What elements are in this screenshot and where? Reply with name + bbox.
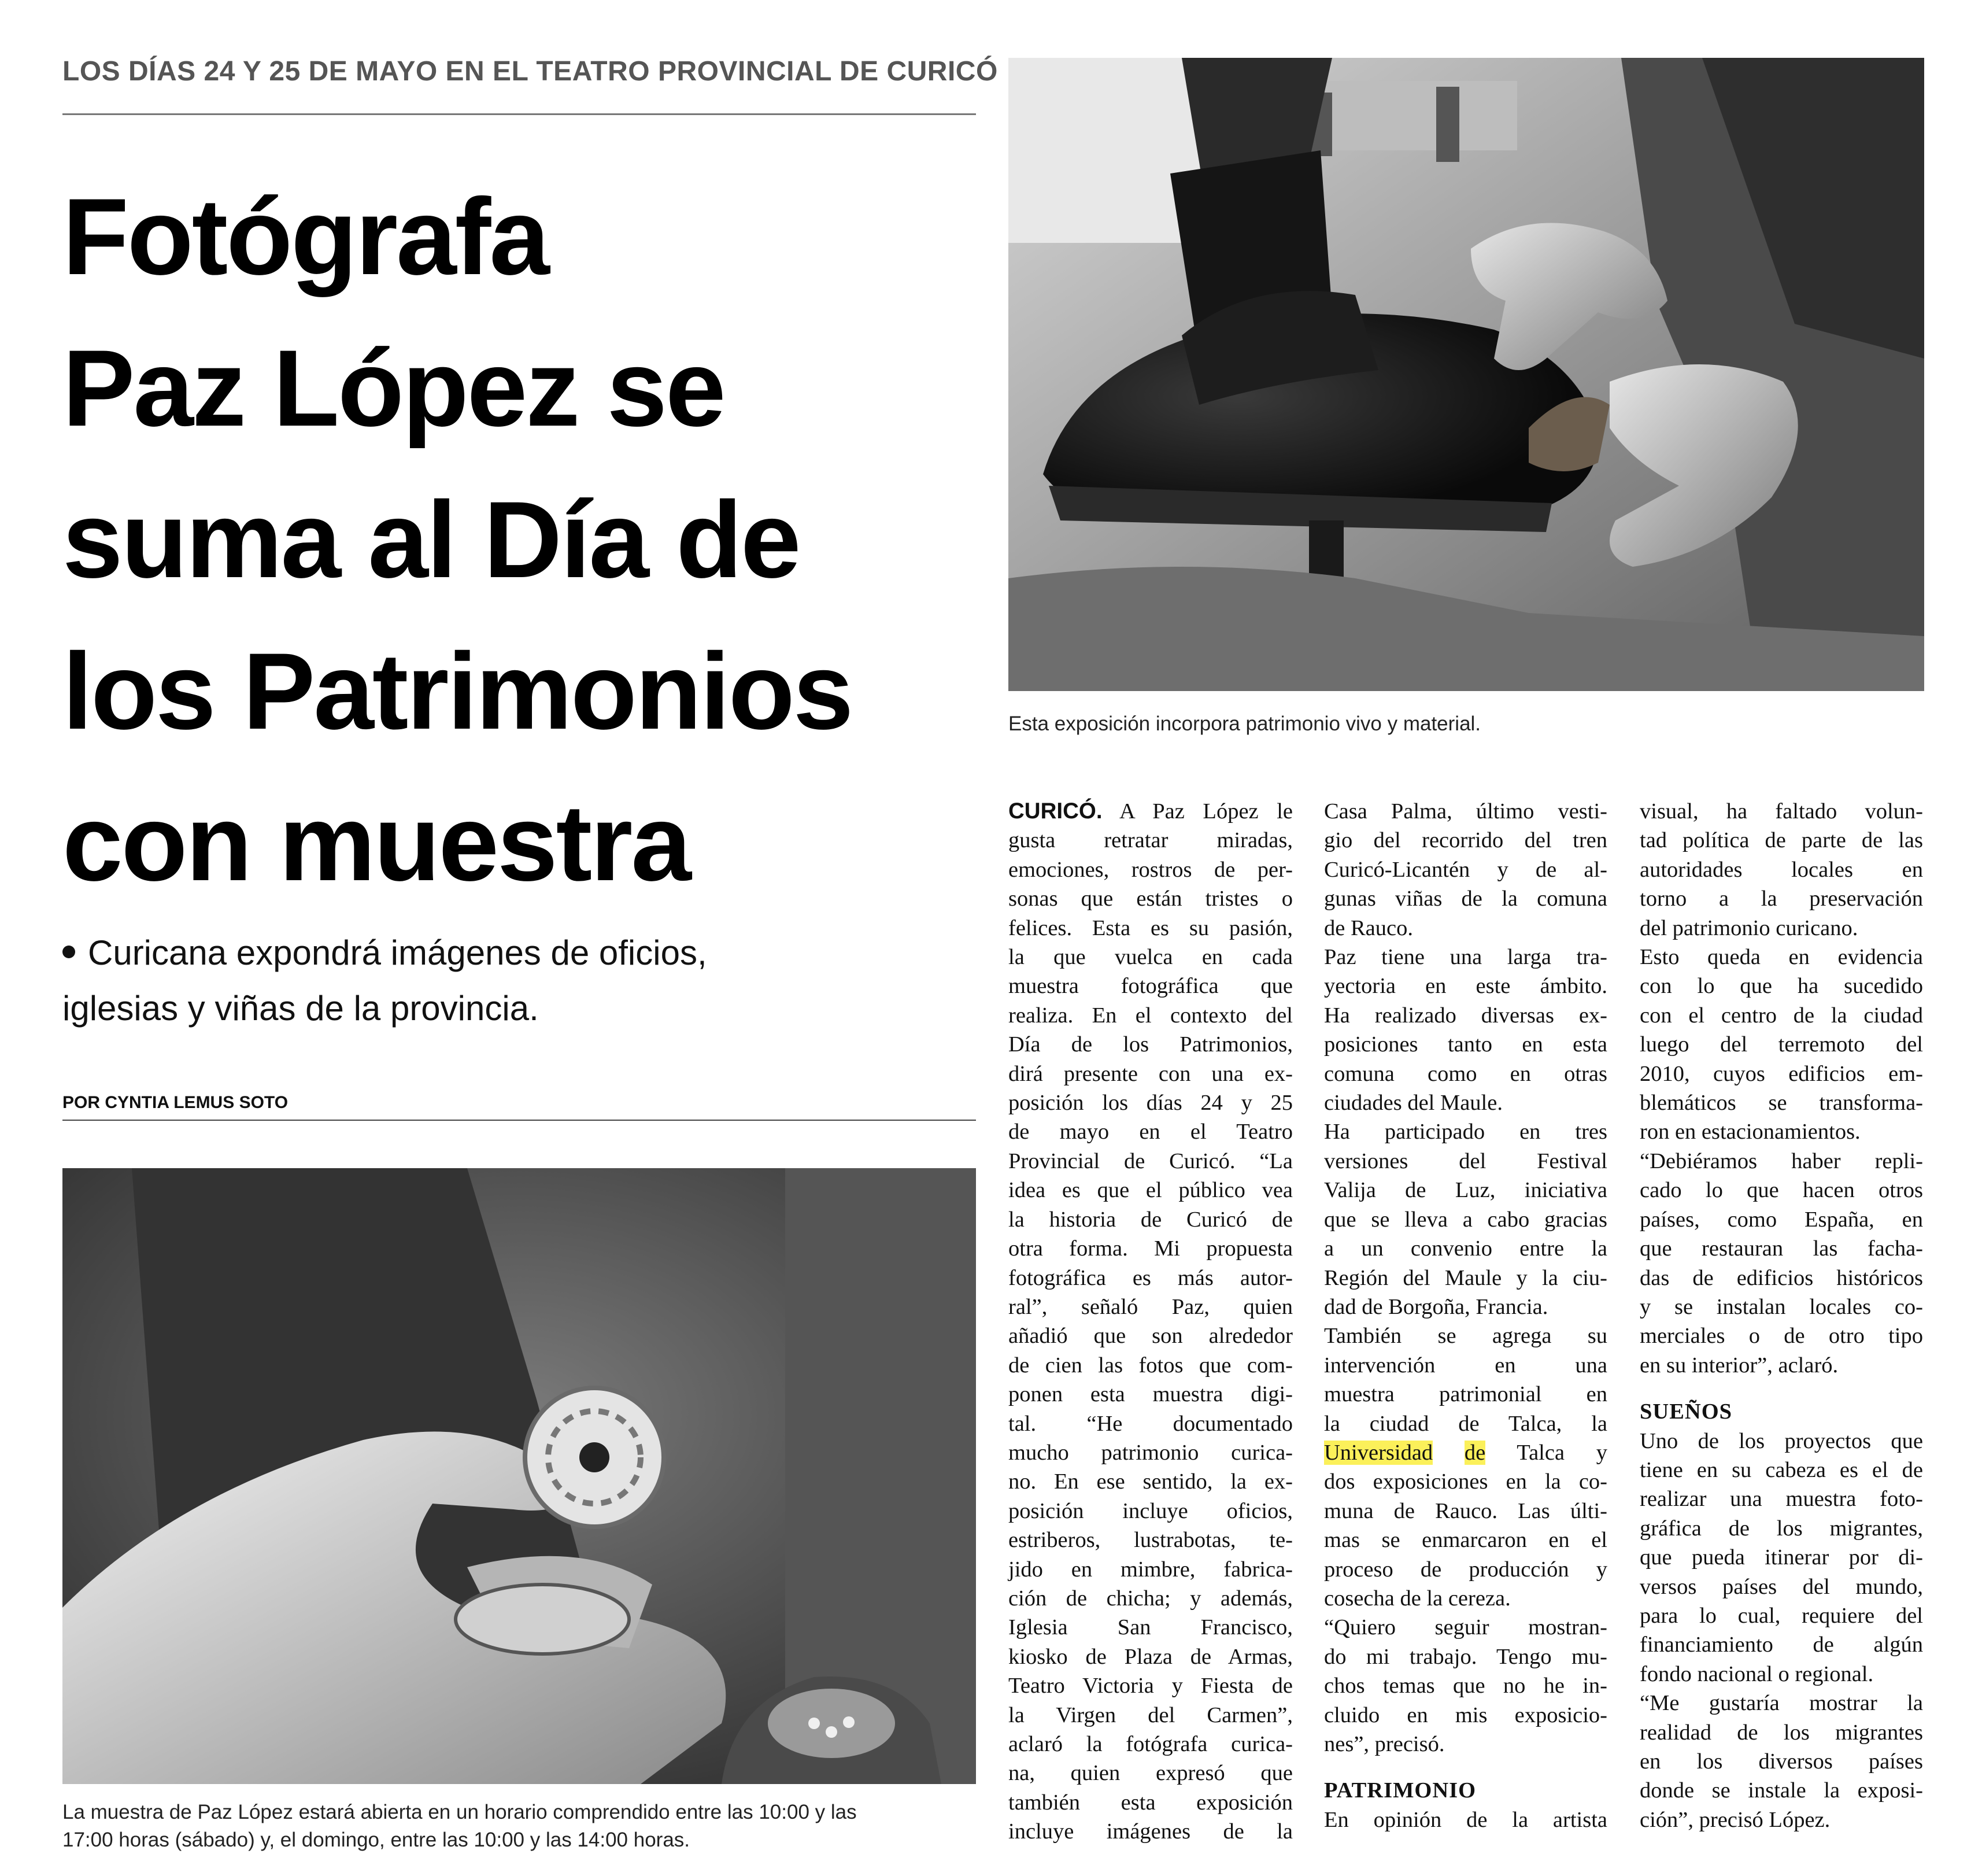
- article-line: la ciudad de Talca, la: [1324, 1411, 1607, 1436]
- article-line: Casa Palma, último vesti-: [1324, 799, 1607, 823]
- article-line: chos temas que no he in-: [1324, 1674, 1607, 1698]
- byline: POR CYNTIA LEMUS SOTO: [62, 1093, 289, 1112]
- article-line: versiones del Festival: [1324, 1149, 1607, 1173]
- article-line: sonas que están tristes o: [1008, 887, 1293, 911]
- article-line: jido en mimbre, fabrica-: [1008, 1557, 1293, 1582]
- article-line: tiene en su cabeza es el de: [1640, 1457, 1923, 1482]
- bullet-icon: [62, 946, 75, 958]
- article-line: Teatro Victoria y Fiesta de: [1008, 1674, 1293, 1698]
- article-line: merciales o de otro tipo: [1640, 1324, 1923, 1349]
- article-line: donde se instale la exposi-: [1640, 1778, 1923, 1803]
- article-line: del patrimonio curicano.: [1640, 915, 1858, 940]
- article-line: ciudades del Maule.: [1324, 1091, 1503, 1116]
- dateline: CURICÓ.: [1008, 799, 1103, 823]
- article-line: “Quiero seguir mostran-: [1324, 1615, 1607, 1640]
- article-line: autoridades locales en: [1640, 857, 1923, 882]
- headline: [62, 161, 1011, 918]
- article-line: cosecha de la cereza.: [1324, 1586, 1511, 1611]
- article-line: dos exposiciones en la co-: [1324, 1469, 1607, 1494]
- article-line: blemáticos se transforma-: [1640, 1091, 1923, 1116]
- article-line: que se lleva a cabo gracias: [1324, 1207, 1607, 1232]
- article-line: cado lo que hacen otros: [1640, 1178, 1923, 1203]
- article-line: cluido en mis exposicio-: [1324, 1703, 1607, 1727]
- article-line: Curicó-Licantén y de al-: [1324, 857, 1607, 882]
- article-line: Iglesia San Francisco,: [1008, 1615, 1293, 1640]
- article-line: dirá presente con una ex-: [1008, 1061, 1293, 1086]
- article-line: la que vuelca en cada: [1008, 945, 1293, 970]
- highlighted-text: Universidad: [1324, 1440, 1433, 1465]
- article-line: y se instalan locales co-: [1640, 1294, 1923, 1319]
- article-line: También se agrega su: [1324, 1324, 1607, 1349]
- article-line: Ha realizado diversas ex-: [1324, 1003, 1607, 1028]
- article-line: Uno de los proyectos que: [1640, 1428, 1923, 1453]
- article-line: que restauran las facha-: [1640, 1236, 1923, 1261]
- section-heading-patrimonio: PATRIMONIO: [1324, 1778, 1477, 1803]
- article-line: la Virgen del Carmen”,: [1008, 1703, 1293, 1727]
- article-line: 2010, cuyos edificios em-: [1640, 1061, 1923, 1086]
- article-line: torno a la preservación: [1640, 887, 1923, 911]
- article-column-3: [1640, 797, 1923, 1834]
- article-line: también esta exposición: [1008, 1790, 1293, 1815]
- article-line: gusta retratar miradas,: [1008, 828, 1293, 853]
- headline-line: con muestra: [62, 782, 690, 903]
- article-line: yectoria en este ámbito.: [1324, 974, 1607, 999]
- article-line: realidad de los migrantes: [1640, 1720, 1923, 1745]
- article-line: Esto queda en evidencia: [1640, 945, 1923, 970]
- article-line: Región del Maule y la ciu-: [1324, 1265, 1607, 1290]
- article-line: ral”, señaló Paz, quien: [1008, 1294, 1293, 1319]
- caption-line: La muestra de Paz López estará abierta en un horario comprendido entre las 10:00 y las: [62, 1801, 857, 1823]
- article-line: ron en estacionamientos.: [1640, 1120, 1861, 1144]
- article-line: gio del recorrido del tren: [1324, 828, 1607, 853]
- article-line: na, quien expresó que: [1008, 1761, 1293, 1786]
- article-line: dad de Borgoña, Francia.: [1324, 1294, 1548, 1319]
- highlighted-text: de: [1464, 1440, 1486, 1465]
- article-line: estriberos, lustrabotas, te-: [1008, 1528, 1293, 1553]
- article-line: mas se enmarcaron en el: [1324, 1528, 1607, 1553]
- article-line: “Me gustaría mostrar la: [1640, 1691, 1923, 1716]
- article-line: financiamiento de algún: [1640, 1633, 1923, 1657]
- article-line: ponen esta muestra digi-: [1008, 1382, 1293, 1407]
- article-line: proceso de producción y: [1324, 1557, 1607, 1582]
- article-line: en su interior”, aclaró.: [1640, 1353, 1839, 1378]
- headline-line: suma al Día de: [62, 479, 800, 600]
- article-line: en los diversos países: [1640, 1749, 1923, 1774]
- article-line: ción de chicha; y además,: [1008, 1586, 1293, 1611]
- article-line: kiosko de Plaza de Armas,: [1008, 1644, 1293, 1669]
- article-line: “Debiéramos haber repli-: [1640, 1149, 1923, 1173]
- article-line: tal. “He documentado: [1008, 1411, 1293, 1436]
- article-line: que pueda itinerar por di-: [1640, 1545, 1923, 1570]
- article-line: posiciones tanto en esta: [1324, 1032, 1607, 1057]
- photo-shoeshine: [1008, 58, 1924, 691]
- article-line: no. En ese sentido, la ex-: [1008, 1469, 1293, 1494]
- article-column-2: [1324, 797, 1607, 1834]
- article-line: de mayo en el Teatro: [1008, 1120, 1293, 1144]
- article-line: realizar una muestra foto-: [1640, 1487, 1923, 1512]
- article-line: para lo cual, requiere del: [1640, 1603, 1923, 1628]
- article-line: posición incluye oficios,: [1008, 1498, 1293, 1523]
- article-line: Provincial de Curicó. “La: [1008, 1149, 1293, 1173]
- article-line: [1008, 797, 1293, 826]
- article-line: a un convenio entre la: [1324, 1236, 1607, 1261]
- byline-rule: [62, 1120, 976, 1121]
- article-line: ción”, precisó López.: [1640, 1807, 1831, 1832]
- article-line: fondo nacional o regional.: [1640, 1661, 1874, 1686]
- article-line: versos países del mundo,: [1640, 1574, 1923, 1599]
- subhead-line: iglesias y viñas de la provincia.: [62, 989, 539, 1028]
- article-line: visual, ha faltado volun-: [1640, 799, 1923, 823]
- article-line: comuna como en otras: [1324, 1061, 1607, 1086]
- headline-line: Paz López se: [62, 327, 724, 449]
- article-line: de Rauco.: [1324, 915, 1413, 940]
- article-line: intervención en una: [1324, 1353, 1607, 1378]
- article-line: emociones, rostros de per-: [1008, 857, 1293, 882]
- article-line: la historia de Curicó de: [1008, 1207, 1293, 1232]
- article-line: de cien las fotos que com-: [1008, 1353, 1293, 1378]
- article-line: felices. Esta es su pasión,: [1008, 915, 1293, 940]
- article-line: añadió que son alrededor: [1008, 1324, 1293, 1349]
- photo-hands-ornament: [62, 1168, 976, 1784]
- article-line: Paz tiene una larga tra-: [1324, 945, 1607, 970]
- article-line: mucho patrimonio curica-: [1008, 1440, 1293, 1465]
- article-line: posición los días 24 y 25: [1008, 1091, 1293, 1116]
- article-line: gunas viñas de la comuna: [1324, 887, 1607, 911]
- kicker-rule: [62, 113, 976, 115]
- article-text: A Paz López le: [1119, 799, 1293, 823]
- article-line: otra forma. Mi propuesta: [1008, 1236, 1293, 1261]
- article-line: [1324, 1438, 1607, 1467]
- article-line: tad política de parte de las: [1640, 828, 1923, 853]
- article-line: realiza. En el contexto del: [1008, 1003, 1293, 1028]
- article-line: Día de los Patrimonios,: [1008, 1032, 1293, 1057]
- article-line: idea es que el público vea: [1008, 1178, 1293, 1203]
- kicker: LOS DÍAS 24 Y 25 DE MAYO EN EL TEATRO PROVINCIAL DE CURICÓ: [62, 56, 998, 87]
- article-line: En opinión de la artista: [1324, 1807, 1607, 1832]
- article-line: gráfica de los migrantes,: [1640, 1516, 1923, 1541]
- article-line: do mi trabajo. Tengo mu-: [1324, 1644, 1607, 1669]
- article-line: muestra fotográfica que: [1008, 974, 1293, 999]
- article-column-1: [1008, 797, 1293, 1847]
- headline-line: Fotógrafa: [62, 176, 548, 297]
- section-heading-suenos: SUEÑOS: [1640, 1399, 1733, 1424]
- article-line: países, como España, en: [1640, 1207, 1923, 1232]
- caption-line: 17:00 horas (sábado) y, el domingo, entre las 10:00 y las 14:00 horas.: [62, 1829, 690, 1851]
- article-line: aclaró la fotógrafa curica-: [1008, 1732, 1293, 1756]
- article-line: das de edificios históricos: [1640, 1265, 1923, 1290]
- article-line: con el centro de la ciudad: [1640, 1003, 1923, 1028]
- article-line: luego del terremoto del: [1640, 1032, 1923, 1057]
- article-line: Valija de Luz, iniciativa: [1324, 1178, 1607, 1203]
- article-line: muestra patrimonial en: [1324, 1382, 1607, 1407]
- subhead-line: Curicana expondrá imágenes de oficios,: [88, 933, 707, 972]
- photo-top-caption: Esta exposición incorpora patrimonio vivo y material.: [1008, 712, 1481, 735]
- article-line: nes”, precisó.: [1324, 1732, 1445, 1756]
- headline-line: los Patrimonios: [62, 630, 852, 752]
- subhead: [62, 925, 964, 1036]
- article-text: Talca y: [1517, 1440, 1607, 1465]
- article-line: Ha participado en tres: [1324, 1120, 1607, 1144]
- article-line: fotográfica es más autor-: [1008, 1265, 1293, 1290]
- article-line: incluye imágenes de la: [1008, 1819, 1293, 1844]
- article-line: con lo que ha sucedido: [1640, 974, 1923, 999]
- article-line: muna de Rauco. Las últi-: [1324, 1498, 1607, 1523]
- photo-bottom-caption: [62, 1799, 857, 1854]
